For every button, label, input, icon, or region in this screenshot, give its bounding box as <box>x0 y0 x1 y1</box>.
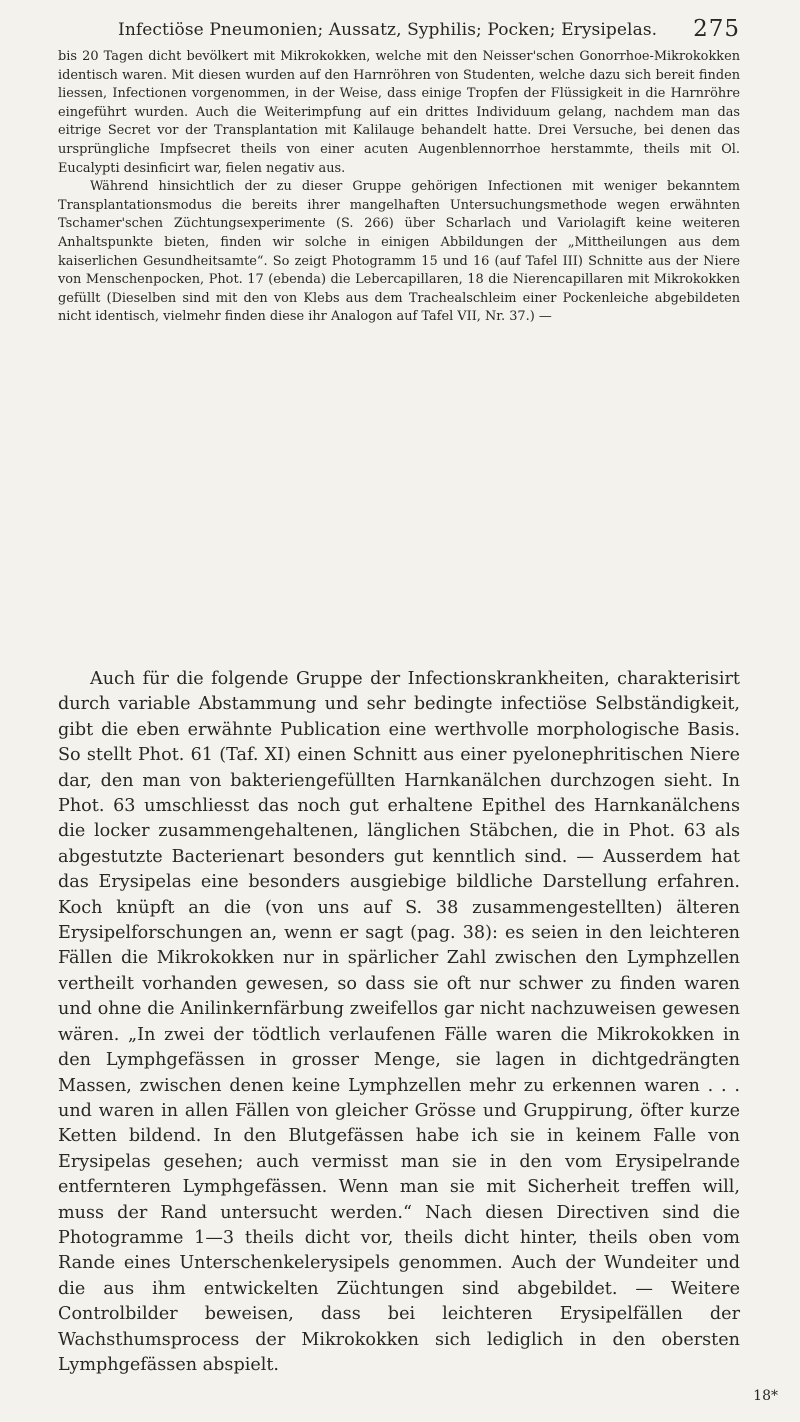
small-print-section <box>58 48 740 327</box>
running-title: Infectiöse Pneumonien; Aussatz, Syphilis; Pocken; Erysipelas. <box>118 20 658 40</box>
main-text-section <box>58 667 740 1378</box>
page-number: 275 <box>693 16 740 42</box>
page-header <box>58 18 740 48</box>
signature-mark: 18* <box>753 1388 778 1404</box>
small-paragraph-1: bis 20 Tagen dicht bevölkert mit Mikrokokken, welche mit den Neisser'schen Gonorrhoe-Mikrokokken identisch waren. Mit diesen wurden auf den Harnröhren von Studenten, welche dazu sich bereit finden liessen, Infectionen vorgenommen, in der Weise, dass einige Tropfen der Flüssigkeit in die Harnröhre eingeführt wurden. Auch die Weiterimpfung auf ein drittes Individuum gelang, nachdem man das eitrige Secret vor der Transplantation mit Kalilauge behandelt hatte. Drei Versuche, bei denen das ursprüngliche Impfsecret theils von einer acuten Augenblennorrhoe herstammte, theils mit Ol. Eucalypti desinficirt war, fielen negativ aus. <box>58 49 740 176</box>
main-paragraph: Auch für die folgende Gruppe der Infectionskrankheiten, charakterisirt durch variable Abstammung und sehr bedingte infectiöse Selbständigkeit, gibt die eben erwähnte Publication eine werthvolle morphologische Basis. So stellt Phot. 61 (Taf. XI) einen Schnitt aus einer pyelonephritischen Niere dar, den man von bakteriengefüllten Harnkanälchen durchzogen sieht. In Phot. 63 umschliesst das noch gut erhaltene Epithel des Harnkanälchens die locker zusammengehaltenen, länglichen Stäbchen, die in Phot. 63 als abgestutzte Bacterienart besonders gut kenntlich sind. — Ausserdem hat das Erysipelas eine besonders ausgiebige bildliche Darstellung erfahren. Koch knüpft an die (von uns auf S. 38 zusammengestellten) älteren Erysipelforschungen an, wenn er sagt (pag. 38): es seien in den leichteren Fällen die Mikrokokken nur in spärlicher Zahl zwischen den Lymphzellen vertheilt vorhanden gewesen, so dass sie oft nur schwer zu finden waren und ohne die Anilinkernfärbung zweifellos gar nicht nachzuweisen gewesen wären. „In zwei der tödtlich verlaufenen Fälle waren die Mikrokokken in den Lymphgefässen in grosser Menge, sie lagen in dichtgedrängten Massen, zwischen denen keine Lymphzellen mehr zu erkennen waren . . . und waren in allen Fällen von gleicher Grösse und Gruppirung, öfter kurze Ketten bildend. In den Blutgefässen habe ich sie in keinem Falle von Erysipelas gesehen; auch vermisst man sie in den vom Erysipelrande entfernteren Lymphgefässen. Wenn man sie mit Sicherheit treffen will, muss der Rand untersucht werden.“ Nach diesen Directiven sind die Photogramme 1—3 theils dicht vor, theils dicht hinter, theils oben vom Rande eines Unterschenkelerysipels genommen. Auch der Wundeiter und die aus ihm entwickelten Züchtungen sind abgebildet. — Weitere Controlbilder beweisen, dass bei leichteren Erysipelfällen der Wachsthumsprocess der Mikrokokken sich lediglich in den obersten Lymphgefässen abspielt. <box>58 669 740 1375</box>
small-paragraph-2: Während hinsichtlich der zu dieser Gruppe gehörigen Infectionen mit weniger bekanntem Transplantationsmodus die bereits ihrer mangelhaften Untersuchungsmethode wegen erwähnten Tschamer'schen Züchtungsexperimente (S. 266) über Scharlach und Variolagift keine weiteren Anhaltspunkte bieten, finden wir solche in einigen Abbildungen der „Mittheilungen aus dem kaiserlichen Gesundheitsamte“. So zeigt Photogramm 15 und 16 (auf Tafel III) Schnitte aus der Niere von Menschenpocken, Phot. 17 (ebenda) die Lebercapillaren, 18 die Nierencapillaren mit Mikrokokken gefüllt (Dieselben sind mit den von Klebs aus dem Trachealschleim einer Pockenleiche abgebildeten nicht identisch, vielmehr finden diese ihr Analogon auf Tafel VII, Nr. 37.) — <box>58 179 740 325</box>
